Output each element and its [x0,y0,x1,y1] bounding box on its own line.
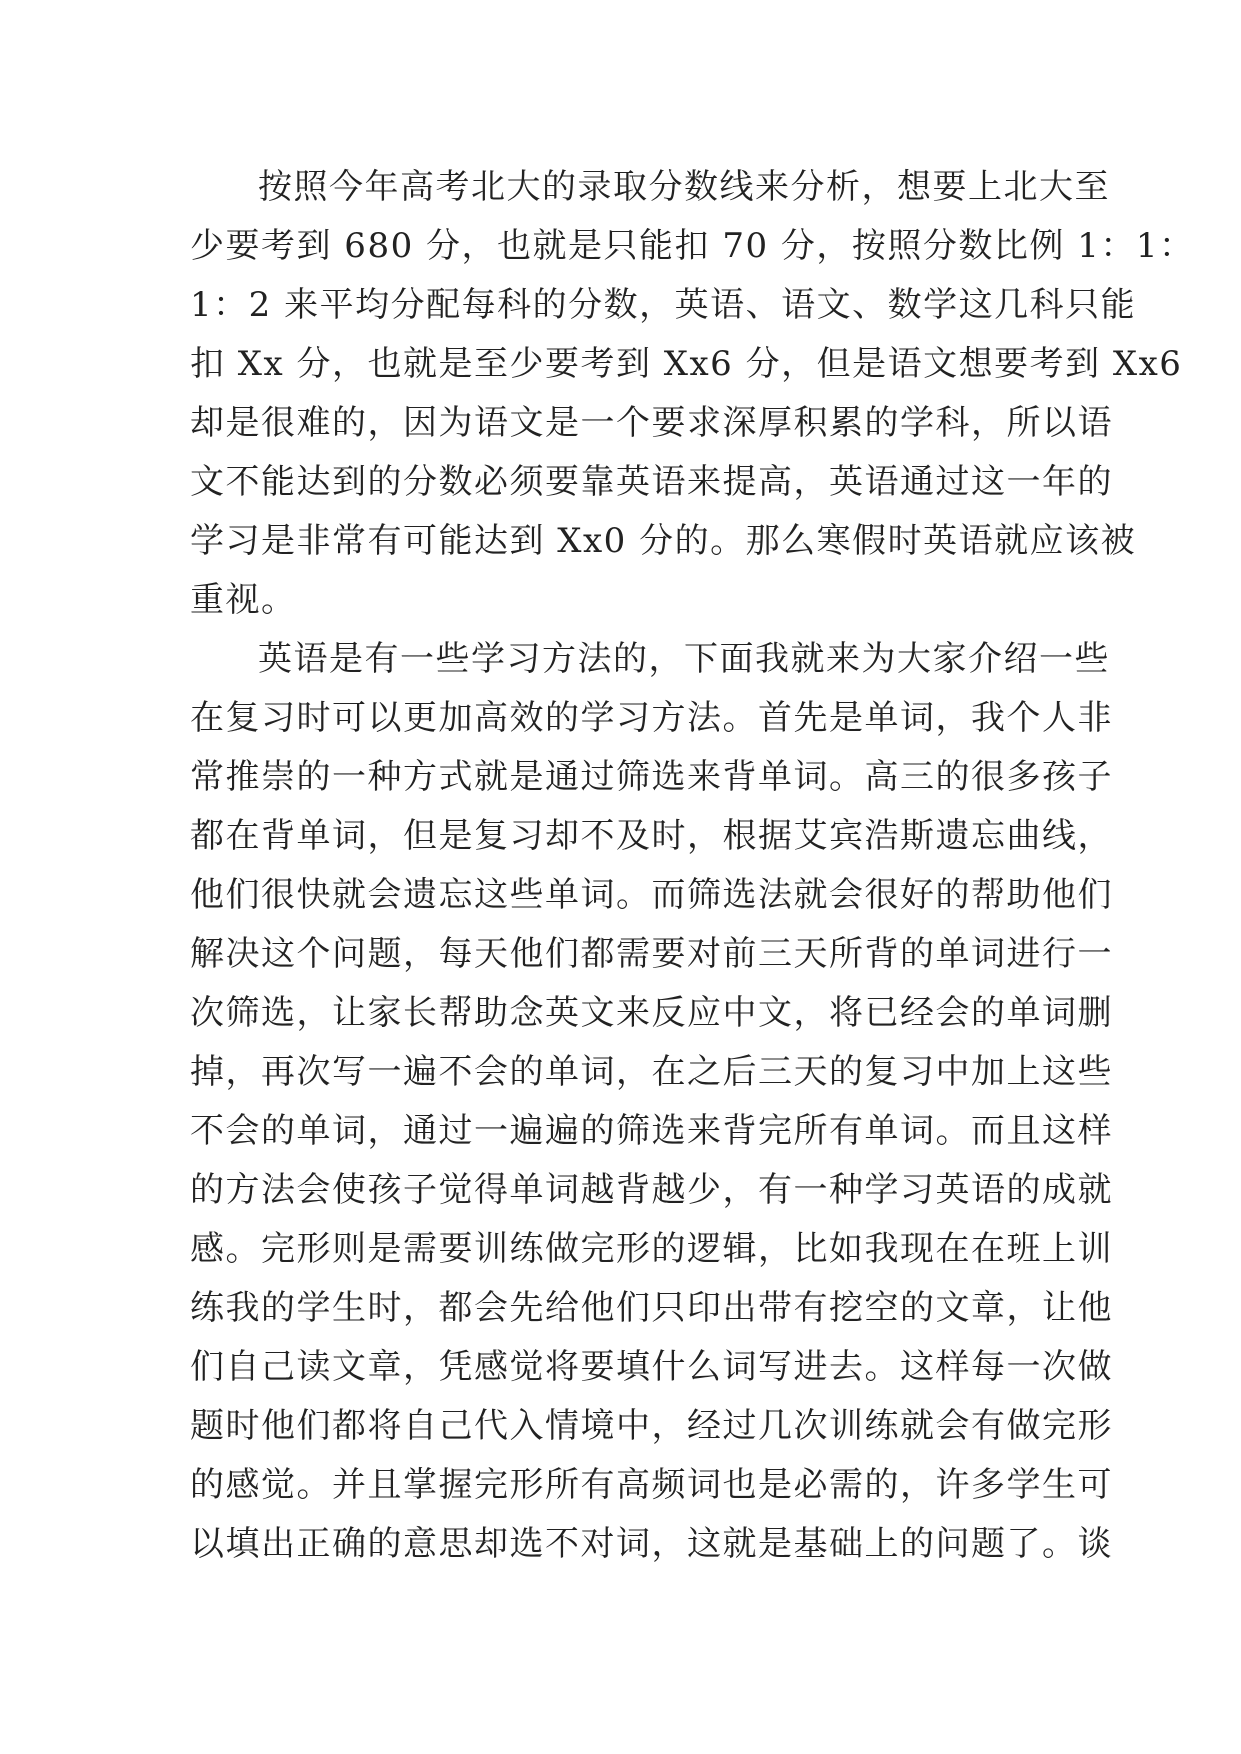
paragraph-2-line-5: 他们很快就会遗忘这些单词。而筛选法就会很好的帮助他们 [190,875,1113,915]
paragraph-2-line-12: 练我的学生时，都会先给他们只印出带有挖空的文章，让他 [190,1288,1113,1328]
paragraph-1-line-8: 重视。 [190,580,297,620]
paragraph-2-line-2: 在复习时可以更加高效的学习方法。首先是单词，我个人非 [190,698,1113,738]
paragraph-2-line-8: 掉，再次写一遍不会的单词，在之后三天的复习中加上这些 [190,1052,1113,1092]
paragraph-2-line-16: 以填出正确的意思却选不对词，这就是基础上的问题了。谈 [190,1524,1113,1564]
paragraph-2-line-1: 英语是有一些学习方法的，下面我就来为大家介绍一些 [258,639,1110,679]
paragraph-2-line-14: 题时他们都将自己代入情境中，经过几次训练就会有做完形 [190,1406,1113,1446]
paragraph-2-line-3: 常推崇的一种方式就是通过筛选来背单词。高三的很多孩子 [190,757,1113,797]
paragraph-2-line-9: 不会的单词，通过一遍遍的筛选来背完所有单词。而且这样 [190,1111,1113,1151]
paragraph-1-line-4: 扣 Xx 分，也就是至少要考到 Xx6 分，但是语文想要考到 Xx6 [190,344,1183,384]
paragraph-1-line-7: 学习是非常有可能达到 Xx0 分的。那么寒假时英语就应该被 [190,521,1137,561]
paragraph-2-line-15: 的感觉。并且掌握完形所有高频词也是必需的，许多学生可 [190,1465,1113,1505]
paragraph-1-line-1: 按照今年高考北大的录取分数线来分析，想要上北大至 [258,167,1110,207]
paragraph-2-line-10: 的方法会使孩子觉得单词越背越少，有一种学习英语的成就 [190,1170,1113,1210]
paragraph-2-line-6: 解决这个问题，每天他们都需要对前三天所背的单词进行一 [190,934,1113,974]
paragraph-1-line-6: 文不能达到的分数必须要靠英语来提高，英语通过这一年的 [190,462,1113,502]
body-text [190,158,1195,1574]
paragraph-1-line-3: 1：2 来平均分配每科的分数，英语、语文、数学这几科只能 [190,285,1137,325]
paragraph-2-line-4: 都在背单词，但是复习却不及时，根据艾宾浩斯遗忘曲线， [190,816,1113,856]
paragraph-2-line-13: 们自己读文章，凭感觉将要填什么词写进去。这样每一次做 [190,1347,1113,1387]
paragraph-2-line-11: 感。完形则是需要训练做完形的逻辑，比如我现在在班上训 [190,1229,1113,1269]
paragraph-1-line-2: 少要考到 680 分，也就是只能扣 70 分，按照分数比例 1：1： [190,226,1195,266]
paragraph-1-line-5: 却是很难的，因为语文是一个要求深厚积累的学科，所以语 [190,403,1113,443]
paragraph-2-line-7: 次筛选，让家长帮助念英文来反应中文，将已经会的单词删 [190,993,1113,1033]
